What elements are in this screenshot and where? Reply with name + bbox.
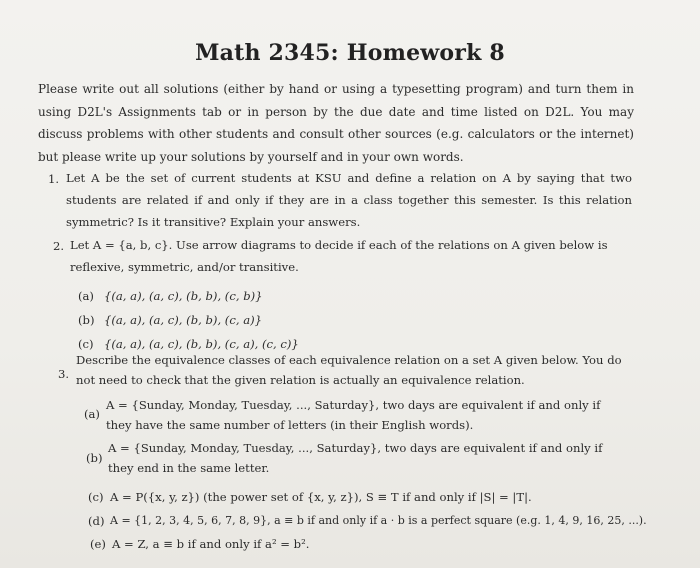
problem-2b-text: {(a, a), (a, c), (b, b), (c, a)} (104, 313, 263, 327)
problem-2-text: Let A = {a, b, c}. Use arrow diagrams to decide if each of the relations on A given below is reflexive, symmetric, and/or transitive. (70, 238, 608, 274)
problem-3a-label: (a) (84, 407, 100, 421)
problem-2c-text: {(a, a), (a, c), (b, b), (c, a), (c, c)} (104, 337, 299, 351)
problem-2b-label: (b) (78, 313, 95, 327)
problem-3-number: 3. (58, 367, 70, 381)
problem-3e-text: A = Z, a ≡ b if and only if a² = b². (112, 537, 310, 551)
problem-3a-text: A = {Sunday, Monday, Tuesday, ..., Saturday}, two days are equivalent if and only if they have the same number of letters (in their English words). (106, 398, 601, 432)
problem-1-text: Let A be the set of current students at KSU and define a relation on A by saying that two students are related if and only if they are in a class together this semester. Is this relation symmetric? Is it transitive? Explain your answers. (66, 171, 632, 229)
problem-3c-text: A = P({x, y, z}) (the power set of {x, y, z}), S ≡ T if and only if |S| = |T|. (110, 490, 532, 504)
problem-3b-text: A = {Sunday, Monday, Tuesday, ..., Saturday}, two days are equivalent if and only if they end in the same letter. (108, 441, 603, 475)
problem-3d-text: A = {1, 2, 3, 4, 5, 6, 7, 8, 9}, a ≡ b if and only if a · b is a perfect square (e.g. 1, 4, 9, 16, 25, ...). (110, 514, 647, 527)
problem-3c-label: (c) (88, 490, 104, 504)
problem-2a-label: (a) (78, 289, 94, 303)
problem-3d-label: (d) (88, 514, 105, 528)
page-title: Math 2345: Homework 8 (195, 40, 505, 66)
problem-3-text: Describe the equivalence classes of each equivalence relation on a set A given below. You do not need to check that the given relation is actually an equivalence relation. (76, 353, 622, 387)
problem-3e-label: (e) (90, 537, 106, 551)
problem-1-number: 1. (48, 172, 60, 186)
problem-2c-label: (c) (78, 337, 94, 351)
problem-2-number: 2. (53, 239, 65, 253)
instructions-paragraph: Please write out all solutions (either by hand or using a typesetting program) and turn them in using D2L's Assignments tab or in person by the due date and time listed on D2L. You may discuss problems with other students and consult other sources (e.g. calculators or the internet) but please write up your solutions by yourself and in your own words. (38, 82, 634, 164)
problem-2a-text: {(a, a), (a, c), (b, b), (c, b)} (104, 289, 263, 303)
problem-3b-label: (b) (86, 451, 103, 465)
